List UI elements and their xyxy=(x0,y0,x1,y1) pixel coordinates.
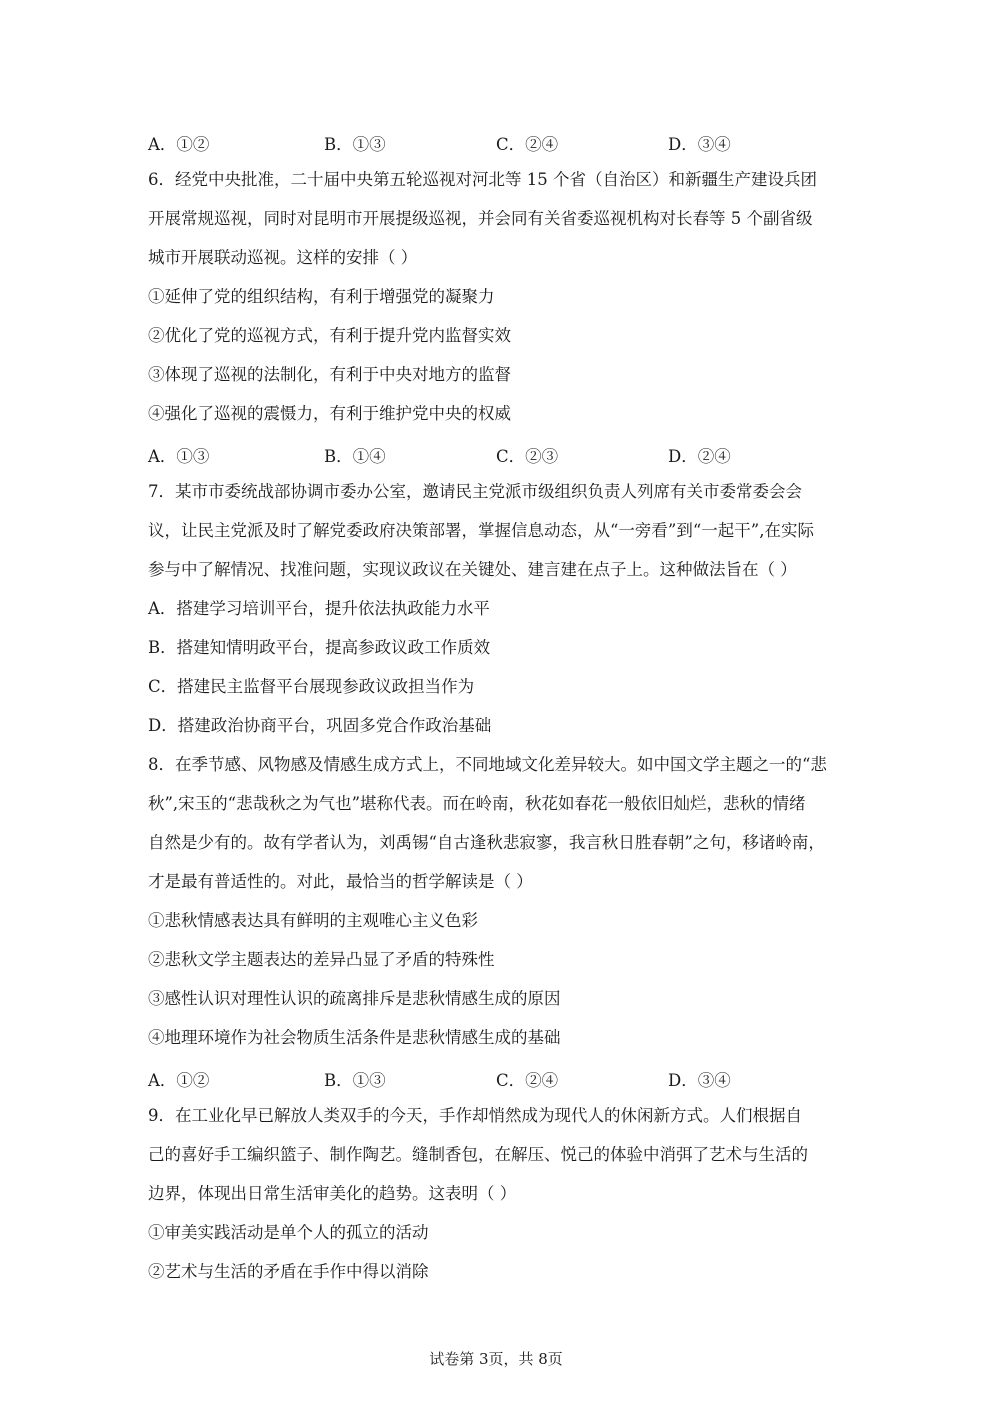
q6-options xyxy=(148,443,848,465)
q9-item: ②艺术与生活的矛盾在手作中得以消除 xyxy=(148,1262,429,1281)
q8-item: ②悲秋文学主题表达的差异凸显了矛盾的特殊性 xyxy=(148,950,495,969)
q6-option-c: C．②③ xyxy=(496,447,559,466)
q8-stem-line: 8．在季节感、风物感及情感生成方式上，不同地域文化差异较大。如中国文学主题之一的“悲 xyxy=(148,755,827,774)
q6-item: ③体现了巡视的法制化，有利于中央对地方的监督 xyxy=(148,365,511,384)
q6-item: ④强化了巡视的震慑力，有利于维护党中央的权威 xyxy=(148,404,511,423)
q5-option-b: B．①③ xyxy=(324,135,386,154)
q7-stem-line: 7．某市市委统战部协调市委办公室，邀请民主党派市级组织负责人列席有关市委常委会会 xyxy=(148,482,802,501)
q5-option-d: D．③④ xyxy=(668,135,731,154)
q8-options xyxy=(148,1067,848,1089)
q6-item: ①延伸了党的组织结构，有利于增强党的凝聚力 xyxy=(148,287,495,306)
q7-choice-b: B．搭建知情明政平台，提高参政议政工作质效 xyxy=(148,638,491,657)
q5-option-c: C．②④ xyxy=(496,135,559,154)
q7-stem-line: 议，让民主党派及时了解党委政府决策部署，掌握信息动态，从“一旁看”到“一起干”,在实际 xyxy=(148,521,814,540)
q7-stem-line: 参与中了解情况、找准问题，实现议政议在关键处、建言建在点子上。这种做法旨在（ ） xyxy=(148,560,797,579)
q6-stem-line: 城市开展联动巡视。这样的安排（ ） xyxy=(148,248,418,267)
q8-option-b: B．①③ xyxy=(324,1071,386,1090)
q7-choice-a: A．搭建学习培训平台，提升依法执政能力水平 xyxy=(148,599,490,618)
q8-item: ④地理环境作为社会物质生活条件是悲秋情感生成的基础 xyxy=(148,1028,561,1047)
q9-stem-line: 己的喜好手工编织篮子、制作陶艺。缝制香包，在解压、悦己的体验中消弭了艺术与生活的 xyxy=(148,1145,808,1164)
q9-stem-line: 9．在工业化早已解放人类双手的今天，手作却悄然成为现代人的休闲新方式。人们根据自 xyxy=(148,1106,802,1125)
q8-option-d: D．③④ xyxy=(668,1071,731,1090)
q9-item: ①审美实践活动是单个人的孤立的活动 xyxy=(148,1223,429,1242)
q7-choice-c: C．搭建民主监督平台展现参政议政担当作为 xyxy=(148,677,475,696)
page-footer: 试卷第 3页，共 8页 xyxy=(429,1350,563,1368)
q8-option-a: A．①② xyxy=(148,1071,210,1090)
q6-stem-line: 开展常规巡视，同时对昆明市开展提级巡视，并会同有关省委巡视机构对长春等 5 个副省级 xyxy=(148,209,813,228)
q8-stem-line: 秋”,宋玉的“悲哉秋之为气也”堪称代表。而在岭南，秋花如春花一般依旧灿烂，悲秋的情绪 xyxy=(148,794,806,813)
q6-option-d: D．②④ xyxy=(668,447,731,466)
q9-stem-line: 边界，体现出日常生活审美化的趋势。这表明（ ） xyxy=(148,1184,517,1203)
q5-options xyxy=(148,131,848,153)
q5-option-a: A．①② xyxy=(148,135,210,154)
q6-item: ②优化了党的巡视方式，有利于提升党内监督实效 xyxy=(148,326,511,345)
q6-stem-line: 6．经党中央批准，二十届中央第五轮巡视对河北等 15 个省（自治区）和新疆生产建设兵团 xyxy=(148,170,817,189)
q8-stem-line: 自然是少有的。故有学者认为，刘禹锡“自古逢秋悲寂寥，我言秋日胜春朝”之句，移诸岭南， xyxy=(148,833,825,852)
q8-stem-line: 才是最有普适性的。对此，最恰当的哲学解读是（ ） xyxy=(148,872,533,891)
q6-option-a: A．①③ xyxy=(148,447,210,466)
q8-item: ③感性认识对理性认识的疏离排斥是悲秋情感生成的原因 xyxy=(148,989,561,1008)
q8-item: ①悲秋情感表达具有鲜明的主观唯心主义色彩 xyxy=(148,911,478,930)
q7-choice-d: D．搭建政治协商平台，巩固多党合作政治基础 xyxy=(148,716,492,735)
q8-option-c: C．②④ xyxy=(496,1071,559,1090)
q6-option-b: B．①④ xyxy=(324,447,386,466)
